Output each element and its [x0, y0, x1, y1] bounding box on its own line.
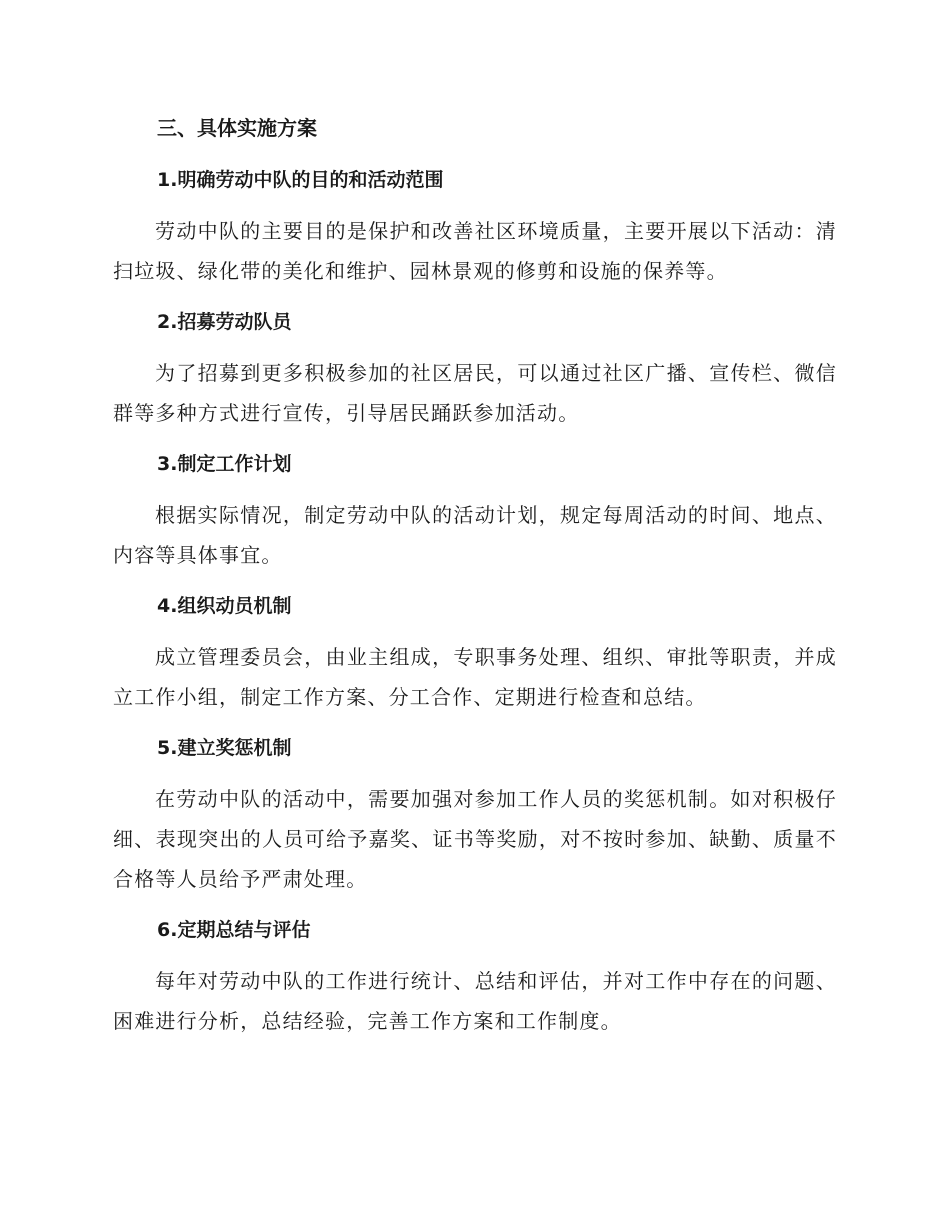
item-paragraph-4: 成立管理委员会，由业主组成，专职事务处理、组织、审批等职责，并成立工作小组，制定工作方案、分工合作、定期进行检查和总结。: [113, 645, 837, 709]
item-heading-4: 4.组织动员机制: [157, 595, 292, 617]
item-paragraph-6: 每年对劳动中队的工作进行统计、总结和评估，并对工作中存在的问题、困难进行分析，总结经验，完善工作方案和工作制度。: [113, 969, 837, 1033]
document-body: [113, 108, 837, 1052]
section-title: 三、具体实施方案: [157, 116, 317, 140]
item-heading-2: 2.招募劳动队员: [157, 311, 292, 333]
item-paragraph-5: 在劳动中队的活动中，需要加强对参加工作人员的奖惩机制。如对积极仔细、表现突出的人员可给予嘉奖、证书等奖励，对不按时参加、缺勤、质量不合格等人员给予严肃处理。: [113, 787, 837, 891]
item-heading-1: 1.明确劳动中队的目的和活动范围: [157, 169, 444, 191]
item-paragraph-2: 为了招募到更多积极参加的社区居民，可以通过社区广播、宣传栏、微信群等多种方式进行宣传，引导居民踊跃参加活动。: [113, 361, 837, 425]
item-heading-5: 5.建立奖惩机制: [157, 737, 292, 759]
item-heading-6: 6.定期总结与评估: [157, 919, 311, 941]
item-paragraph-1: 劳动中队的主要目的是保护和改善社区环境质量，主要开展以下活动：清扫垃圾、绿化带的美化和维护、园林景观的修剪和设施的保养等。: [113, 219, 837, 283]
item-paragraph-3: 根据实际情况，制定劳动中队的活动计划，规定每周活动的时间、地点、内容等具体事宜。: [113, 503, 837, 567]
item-heading-3: 3.制定工作计划: [157, 453, 292, 475]
